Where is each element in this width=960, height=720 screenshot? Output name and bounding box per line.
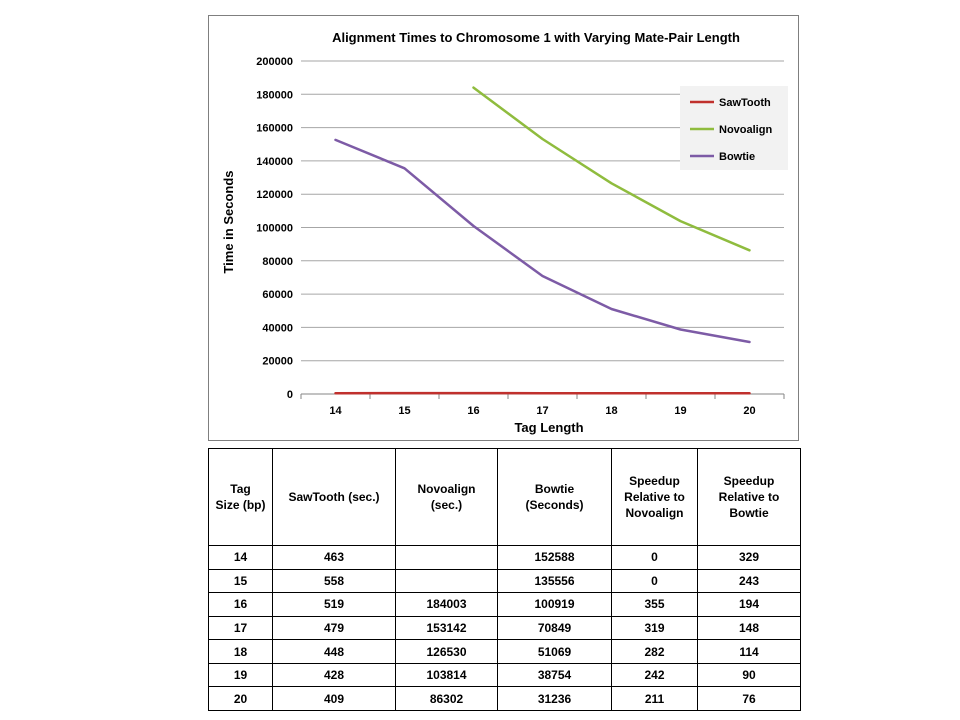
table-cell: 90 bbox=[698, 663, 801, 687]
table-cell: 103814 bbox=[396, 663, 498, 687]
y-tick-label: 40000 bbox=[262, 322, 293, 335]
table-cell: 519 bbox=[273, 593, 396, 617]
series-line-bowtie bbox=[336, 140, 750, 342]
table-cell: 0 bbox=[612, 569, 698, 593]
y-tick-label: 100000 bbox=[256, 222, 293, 235]
table-cell: 20 bbox=[209, 687, 273, 711]
header-sawtooth: SawTooth (sec.) bbox=[273, 449, 396, 546]
y-tick-label: 120000 bbox=[256, 189, 293, 202]
header-speedup-bowtie: Speedup Relative to Bowtie bbox=[698, 449, 801, 546]
table-cell: 479 bbox=[273, 616, 396, 640]
table-cell: 282 bbox=[612, 640, 698, 664]
table-row bbox=[209, 593, 801, 617]
x-tick-label: 15 bbox=[398, 405, 411, 417]
table-cell: 153142 bbox=[396, 616, 498, 640]
header-bowtie: Bowtie (Seconds) bbox=[498, 449, 612, 546]
x-tick-label: 19 bbox=[674, 405, 687, 417]
table-cell: 19 bbox=[209, 663, 273, 687]
y-tick-label: 200000 bbox=[256, 56, 293, 68]
results-table bbox=[208, 448, 801, 711]
legend-label: Bowtie bbox=[719, 151, 756, 163]
y-tick-label: 180000 bbox=[256, 89, 293, 102]
x-axis-ticks bbox=[301, 394, 784, 417]
table-row bbox=[209, 687, 801, 711]
table-body bbox=[209, 546, 801, 711]
chart-title: Alignment Times to Chromosome 1 with Varying Mate-Pair Length bbox=[332, 30, 740, 45]
y-tick-label: 160000 bbox=[256, 122, 293, 135]
table-cell: 148 bbox=[698, 616, 801, 640]
y-tick-label: 80000 bbox=[262, 255, 293, 268]
header-speedup-novoalign: Speedup Relative to Novoalign bbox=[612, 449, 698, 546]
table-cell: 558 bbox=[273, 569, 396, 593]
header-novoalign: Novoalign (sec.) bbox=[396, 449, 498, 546]
table-cell: 319 bbox=[612, 616, 698, 640]
legend-label: SawTooth bbox=[719, 97, 771, 109]
table-cell: 448 bbox=[273, 640, 396, 664]
table-row bbox=[209, 663, 801, 687]
y-tick-label: 20000 bbox=[262, 355, 293, 368]
table-cell: 194 bbox=[698, 593, 801, 617]
legend-label: Novoalign bbox=[719, 124, 773, 136]
table-cell: 409 bbox=[273, 687, 396, 711]
table-cell: 76 bbox=[698, 687, 801, 711]
table-cell: 243 bbox=[698, 569, 801, 593]
table-cell: 86302 bbox=[396, 687, 498, 711]
table-cell: 135556 bbox=[498, 569, 612, 593]
table-cell: 184003 bbox=[396, 593, 498, 617]
table-row bbox=[209, 616, 801, 640]
table-cell: 18 bbox=[209, 640, 273, 664]
table-cell: 329 bbox=[698, 546, 801, 570]
x-tick-label: 14 bbox=[329, 405, 342, 417]
table-row bbox=[209, 546, 801, 570]
x-tick-label: 18 bbox=[605, 405, 618, 417]
table-cell: 17 bbox=[209, 616, 273, 640]
x-axis-title: Tag Length bbox=[514, 420, 584, 435]
chart-panel bbox=[208, 15, 799, 441]
table-cell bbox=[396, 569, 498, 593]
y-tick-label: 140000 bbox=[256, 155, 293, 168]
table-cell: 14 bbox=[209, 546, 273, 570]
table-cell: 211 bbox=[612, 687, 698, 711]
legend bbox=[680, 86, 788, 170]
table-cell: 152588 bbox=[498, 546, 612, 570]
table-cell: 428 bbox=[273, 663, 396, 687]
x-tick-label: 17 bbox=[536, 405, 549, 417]
x-tick-label: 20 bbox=[743, 405, 756, 417]
table-cell: 242 bbox=[612, 663, 698, 687]
table-cell: 51069 bbox=[498, 640, 612, 664]
y-axis-ticks bbox=[256, 56, 293, 401]
table-row bbox=[209, 640, 801, 664]
y-axis-title: Time in Seconds bbox=[221, 170, 236, 274]
table-cell: 114 bbox=[698, 640, 801, 664]
y-tick-label: 0 bbox=[286, 389, 293, 401]
table-cell: 100919 bbox=[498, 593, 612, 617]
table-row bbox=[209, 569, 801, 593]
table-cell: 16 bbox=[209, 593, 273, 617]
table-cell bbox=[396, 546, 498, 570]
table-cell: 70849 bbox=[498, 616, 612, 640]
table-header-row bbox=[209, 449, 801, 546]
table-cell: 15 bbox=[209, 569, 273, 593]
table-cell: 355 bbox=[612, 593, 698, 617]
table-cell: 0 bbox=[612, 546, 698, 570]
header-tag-size: Tag Size (bp) bbox=[209, 449, 273, 546]
table-cell: 463 bbox=[273, 546, 396, 570]
x-tick-label: 16 bbox=[467, 405, 480, 417]
table-cell: 38754 bbox=[498, 663, 612, 687]
table-cell: 126530 bbox=[396, 640, 498, 664]
y-tick-label: 60000 bbox=[262, 289, 293, 302]
table-cell: 31236 bbox=[498, 687, 612, 711]
line-chart bbox=[209, 16, 800, 442]
